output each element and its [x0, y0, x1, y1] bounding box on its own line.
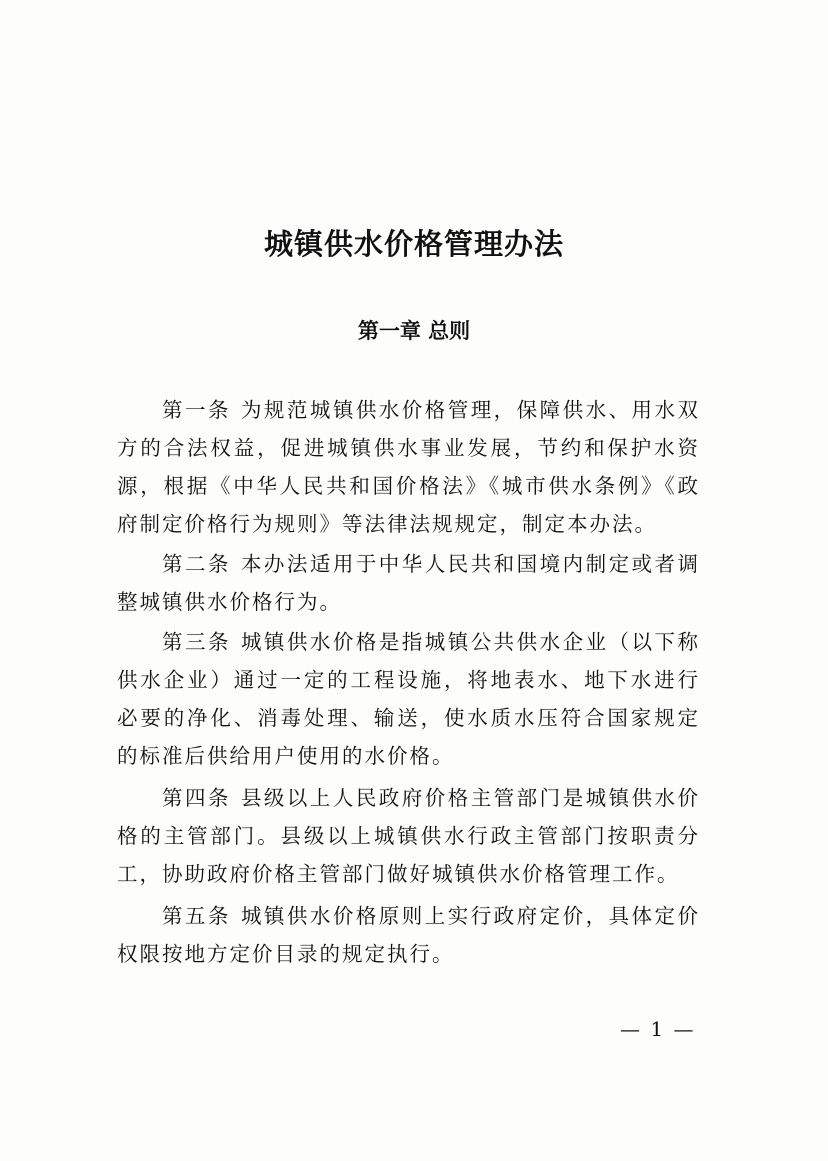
- article-5-text: 城镇供水价格原则上实行政府定价，具体定价权限按地方定价目录的规定执行。: [117, 904, 701, 966]
- article-4-text: 县级以上人民政府价格主管部门是城镇供水价格的主管部门。县级以上城镇供水行政主管部门按职责分工，协助政府价格主管部门做好城镇供水价格管理工作。: [117, 786, 701, 886]
- chapter-heading: 第一章 总则: [357, 319, 471, 343]
- article-5-label: 第五条: [162, 904, 231, 928]
- article-1-text: 为规范城镇供水价格管理，保障供水、用水双方的合法权益，促进城镇供水事业发展，节约和保护水资源，根据《中华人民共和国价格法》《城市供水条例》《政府制定价格行为规则》等法律法规规定，制定本办法。: [117, 398, 701, 536]
- article-3-label: 第三条: [162, 630, 231, 654]
- article-2-label: 第二条: [162, 552, 231, 576]
- article-3-text: 城镇供水价格是指城镇公共供水企业（以下称供水企业）通过一定的工程设施，将地表水、地下水进行必要的净化、消毒处理、输送，使水质水压符合国家规定的标准后供给用户使用的水价格。: [117, 630, 701, 768]
- article-2-text: 本办法适用于中华人民共和国境内制定或者调整城镇供水价格行为。: [117, 552, 701, 614]
- article-1: [117, 391, 700, 543]
- article-2: [117, 545, 700, 621]
- page-number: — 1 —: [620, 1017, 696, 1041]
- article-4-label: 第四条: [162, 786, 231, 810]
- article-1-label: 第一条: [162, 398, 231, 422]
- article-4: [117, 779, 700, 893]
- article-3: [117, 623, 700, 775]
- article-5: [117, 897, 700, 973]
- document-title: 城镇供水价格管理办法: [263, 227, 564, 261]
